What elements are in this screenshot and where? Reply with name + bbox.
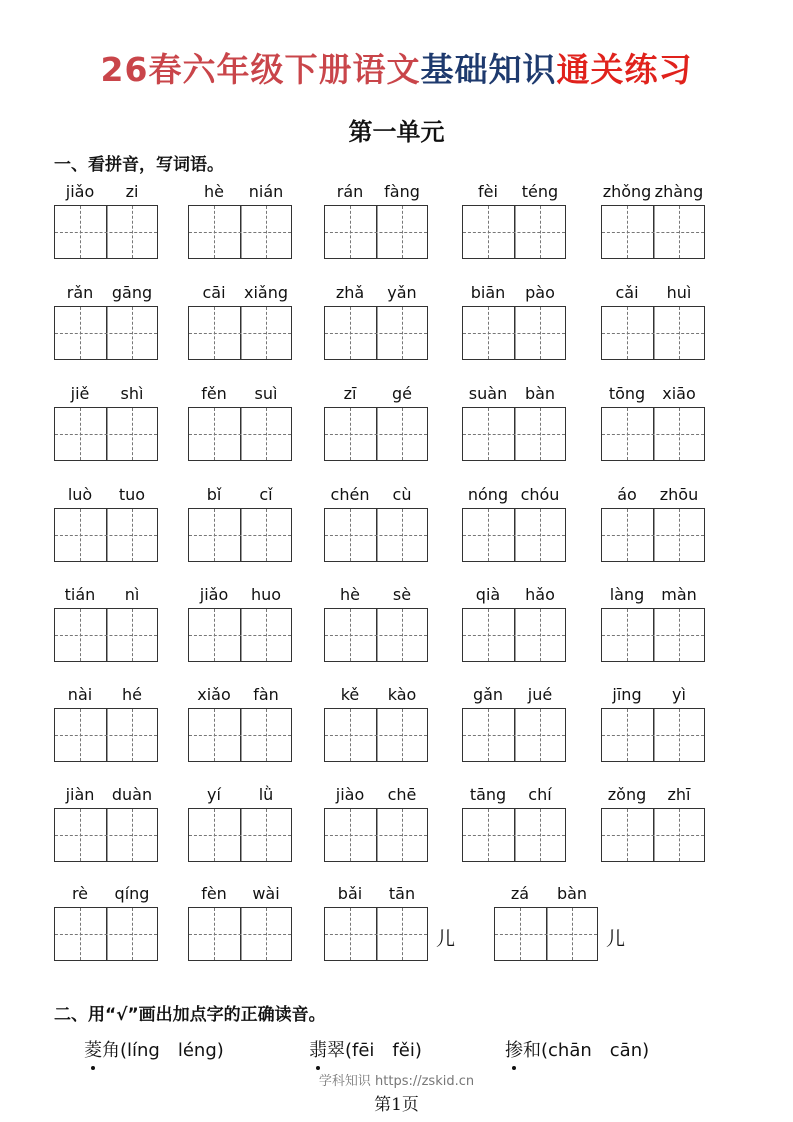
pinyin-label: duàn [111,785,153,804]
pinyin-label: téng [521,182,559,201]
pinyin-label: cāi [202,283,226,302]
pinyin-label: bǎi [337,884,363,903]
unit-title: 第一单元 [348,117,445,146]
pinyin-label: zī [343,384,357,403]
pinyin-label: kě [340,685,360,704]
pinyin-label: zhōu [659,485,699,504]
writing-boxes[interactable] [54,907,158,961]
writing-boxes[interactable] [462,508,566,562]
writing-boxes[interactable] [601,508,705,562]
writing-boxes[interactable] [601,205,705,259]
question-text: 和(chān cān) [523,1040,650,1061]
question-text: 角(líng léng) [102,1040,224,1061]
pinyin-label: zhǒng [602,182,652,201]
suffix-er: 儿 [436,928,456,950]
question-text: 翠(fēi fěi) [327,1040,422,1061]
writing-boxes[interactable] [324,306,428,360]
writing-boxes[interactable] [54,508,158,562]
pinyin-label: huo [250,585,282,604]
watermark: 学科知识 https://zskid.cn [318,1074,475,1089]
pinyin-label: màn [661,585,697,604]
writing-boxes[interactable] [54,708,158,762]
pinyin-label: cǎi [615,283,639,302]
pinyin-label: tián [64,585,96,604]
writing-boxes[interactable] [188,205,292,259]
dotted-char: 掺 [505,1036,523,1062]
pinyin-label: kào [387,685,417,704]
pinyin-label: xiǎo [197,685,231,704]
question-item[interactable] [84,1036,224,1062]
pinyin-label: gǎn [472,685,504,704]
pinyin-label: chí [528,785,552,804]
pinyin-label: chóu [520,485,560,504]
pinyin-label: chē [387,785,417,804]
pinyin-label: wài [252,884,280,903]
pinyin-label: zǒng [607,785,647,804]
writing-boxes[interactable] [462,205,566,259]
dotted-char: 翡 [309,1036,327,1062]
pinyin-label: rǎn [66,283,94,302]
pinyin-label: chén [330,485,370,504]
pinyin-label: lǜ [258,785,274,804]
writing-boxes[interactable] [188,907,292,961]
writing-boxes[interactable] [462,708,566,762]
writing-boxes[interactable] [54,407,158,461]
pinyin-label: jiào [335,785,365,804]
pinyin-label: bàn [556,884,588,903]
writing-boxes[interactable] [54,808,158,862]
pinyin-label: pào [525,283,555,302]
pinyin-label: suàn [468,384,508,403]
writing-boxes[interactable] [601,708,705,762]
pinyin-label: xiǎng [243,283,288,302]
writing-boxes[interactable] [324,608,428,662]
pinyin-label: yǎn [387,283,417,302]
writing-boxes[interactable] [462,808,566,862]
pinyin-label: cǐ [259,485,273,504]
pinyin-label: fàn [253,685,279,704]
writing-boxes[interactable] [601,808,705,862]
writing-boxes[interactable] [54,608,158,662]
pinyin-label: jiǎo [199,585,229,604]
writing-boxes[interactable] [188,306,292,360]
writing-boxes[interactable] [54,306,158,360]
pinyin-label: nài [67,685,93,704]
pinyin-label: rán [336,182,364,201]
writing-boxes[interactable] [188,407,292,461]
pinyin-label: luò [67,485,93,504]
title-part: 26春六年级下册语文 [100,50,421,89]
writing-boxes[interactable] [601,407,705,461]
writing-boxes[interactable] [462,407,566,461]
writing-boxes[interactable] [462,608,566,662]
writing-boxes[interactable] [324,205,428,259]
pinyin-label: hè [340,585,360,604]
writing-boxes[interactable] [601,306,705,360]
pinyin-label: zhàng [654,182,704,201]
pinyin-label: jiě [70,384,90,403]
writing-boxes[interactable] [601,608,705,662]
writing-boxes[interactable] [324,708,428,762]
question-item[interactable] [309,1036,422,1062]
writing-boxes[interactable] [494,907,598,961]
pinyin-label: jiǎo [65,182,95,201]
writing-boxes[interactable] [324,808,428,862]
pinyin-label: zi [125,182,139,201]
pinyin-label: hè [204,182,224,201]
page-number: 第1页 [374,1095,419,1115]
pinyin-label: jiàn [65,785,95,804]
section1-heading: 一、看拼音，写词语。 [54,155,224,175]
pinyin-label: jīng [612,685,642,704]
pinyin-label: huì [666,283,692,302]
question-item[interactable] [505,1036,649,1062]
title-part: 通关练习 [556,50,693,89]
pinyin-label: cù [392,485,412,504]
pinyin-label: tān [388,884,416,903]
pinyin-label: zá [510,884,530,903]
pinyin-label: bàn [524,384,556,403]
pinyin-label: jué [527,685,553,704]
section2-heading: 二、用“√”画出加点字的正确读音。 [54,1005,326,1025]
pinyin-label: fèi [478,182,498,201]
pinyin-label: tōng [608,384,646,403]
writing-boxes[interactable] [188,808,292,862]
pinyin-label: sè [392,585,412,604]
pinyin-label: nián [248,182,284,201]
pinyin-label: qià [475,585,501,604]
pinyin-label: áo [617,485,637,504]
writing-boxes[interactable] [462,306,566,360]
pinyin-label: shì [120,384,144,403]
pinyin-label: rè [71,884,89,903]
pinyin-label: nì [124,585,140,604]
pinyin-label: qíng [114,884,150,903]
writing-boxes[interactable] [188,708,292,762]
pinyin-label: fàng [384,182,420,201]
pinyin-label: fěn [201,384,227,403]
writing-boxes[interactable] [324,508,428,562]
writing-boxes[interactable] [324,907,428,961]
pinyin-label: suì [254,384,278,403]
writing-boxes[interactable] [188,608,292,662]
pinyin-label: yí [207,785,221,804]
writing-boxes[interactable] [324,407,428,461]
pinyin-label: hé [122,685,142,704]
pinyin-label: gé [392,384,412,403]
title-part: 基础知识 [420,50,557,89]
pinyin-label: biān [470,283,506,302]
pinyin-label: yì [672,685,686,704]
pinyin-label: xiāo [662,384,696,403]
writing-boxes[interactable] [54,205,158,259]
writing-boxes[interactable] [188,508,292,562]
pinyin-label: bǐ [206,485,222,504]
pinyin-label: zhī [667,785,691,804]
pinyin-label: zhǎ [335,283,365,302]
pinyin-label: nóng [467,485,509,504]
dotted-char: 菱 [84,1036,102,1062]
suffix-er: 儿 [606,928,626,950]
pinyin-label: làng [609,585,645,604]
pinyin-label: fèn [201,884,227,903]
pinyin-label: hǎo [525,585,555,604]
pinyin-label: tāng [469,785,507,804]
pinyin-label: gāng [111,283,153,302]
pinyin-label: tuo [118,485,146,504]
